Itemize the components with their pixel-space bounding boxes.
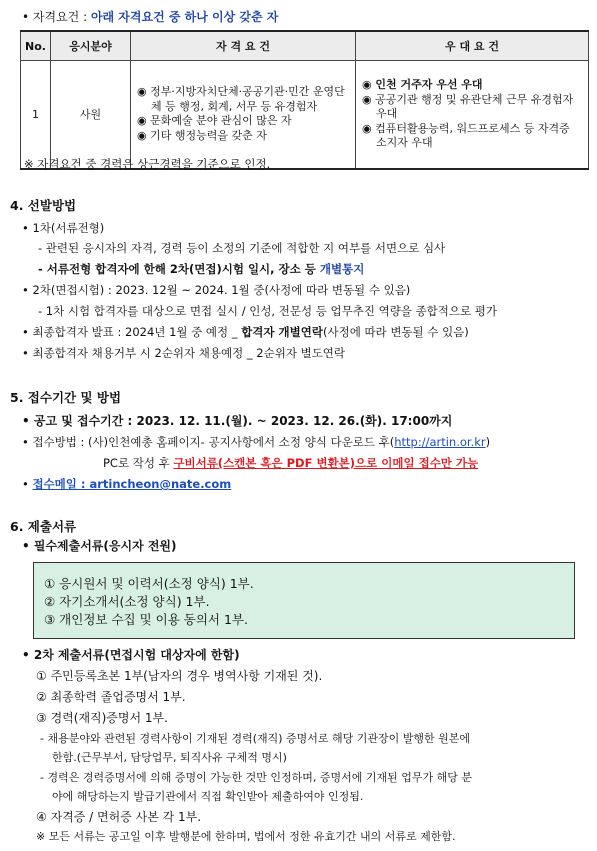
- required-doc-item: ① 응시원서 및 이력서(소정 양식) 1부.: [44, 576, 254, 591]
- s4-line-5: - 1차 시험 합격자를 대상으로 면접 실시 / 인성, 전문성 등 업무추진 역량을 종합적으로 평가: [38, 304, 497, 318]
- col-header-no: No.: [21, 31, 51, 61]
- doc-item-1: ① 주민등록초본 1부(남자의 경우 병역사항 기재된 것).: [36, 669, 323, 683]
- row-field: 사원: [51, 61, 131, 169]
- doc-item-3: ③ 경력(재직)증명서 1부.: [36, 711, 168, 725]
- requirement-item: ◉ 문화예술 분야 관심이 많은 자: [137, 114, 292, 128]
- s5-method-close: ): [485, 435, 491, 449]
- preferred-list: [356, 61, 589, 169]
- qualification-highlight: 하나 이상 갖춘 자: [184, 10, 279, 24]
- row-no: 1: [21, 61, 51, 169]
- s4-line-3-text: - 서류전형 합격자에 한해 2차(면접)시험 일시, 장소 등: [38, 262, 320, 276]
- section-4-title: 4. 선발방법: [10, 198, 77, 213]
- requirement-item: ◉ 정부·지방자치단체·공공기관·민간 운영단체 등 행정, 회계, 서무 등 유경험자: [137, 85, 345, 113]
- docs-validity-note: ※ 모든 서류는 공고일 이후 발행분에 한하며, 법에서 정한 유효기간 내의 서류로 제한함.: [36, 830, 456, 843]
- preferred-item: ◉ 공공기관 행정 및 유관단체 근무 유경험자 우대: [362, 92, 574, 120]
- doc-item-2: ② 최종학력 졸업증명서 1부.: [36, 690, 186, 704]
- homepage-link[interactable]: http://artin.or.kr: [394, 435, 486, 449]
- qualification-bold: 아래 자격요건 중: [90, 10, 185, 24]
- col-header-requirements: 자 격 요 건: [131, 31, 356, 61]
- section-5-title: 5. 접수기간 및 방법: [10, 390, 122, 405]
- doc-item-3-detail-a2: 한함.(근무부서, 담당업무, 퇴직사유 구체적 명시): [52, 751, 287, 764]
- s4-line-6-note: (사정에 따라 변동될 수 있음): [322, 325, 469, 339]
- s6-required-docs-heading: • 필수제출서류(응시자 전원): [22, 539, 177, 553]
- required-doc-item: ③ 개인정보 수집 및 이용 동의서 1부.: [44, 612, 248, 627]
- doc-item-4: ④ 자격증 / 면허증 사본 각 1부.: [36, 810, 202, 824]
- s5-method: [22, 434, 490, 450]
- requirement-item: ◉ 기타 행정능력을 갖춘 자: [137, 128, 267, 142]
- s5-email-line: [22, 476, 231, 492]
- preferred-item: ◉ 인천 거주자 우선 우대: [362, 78, 483, 91]
- s5-email-only-notice: 구비서류(스캔본 혹은 PDF 변환본)으로 이메일 접수만 가능: [173, 456, 479, 470]
- s5-method-2-text: PC로 작성 후: [103, 456, 174, 470]
- s4-line-2: - 관련된 응시자의 자격, 경력 등이 소정의 기준에 적합한 지 여부를 서면으로 심사: [38, 241, 446, 255]
- s4-line-6: [22, 324, 469, 340]
- required-docs-box: [33, 562, 575, 639]
- s5-method-2: [103, 455, 478, 471]
- career-note: ※ 자격요건 중 경력은 상근경력을 기준으로 인정.: [24, 157, 271, 171]
- qualification-heading: [22, 8, 278, 25]
- doc-item-3-detail-b2: 야에 해당하는지 발급기관에서 직접 확인받아 제출하여야 인정됨.: [52, 790, 364, 803]
- requirements-list: [131, 61, 356, 169]
- bullet: •: [22, 477, 33, 491]
- doc-item-3-detail-b1: - 경력은 경력증명서에 의해 증명이 가능한 것만 인정하며, 증명서에 기재된 업무가 해당 분: [40, 771, 472, 784]
- s4-line-6-text: • 최종합격자 발표 : 2024년 1월 중 예정 _: [22, 325, 242, 339]
- requirements-table: [20, 30, 589, 170]
- preferred-item: ◉ 컴퓨터활용능력, 워드프로세스 등 자격증 소지자 우대: [362, 121, 570, 149]
- s5-method-text: • 접수방법 : (사)인천예총 홈페이지- 공지사항에서 소정 양식 다운로드 후(: [22, 435, 395, 449]
- s4-individual-notice: 개별통지: [319, 262, 365, 276]
- s4-line-6-bold: 합격자 개별연락: [241, 325, 323, 339]
- s5-period: • 공고 및 접수기간 : 2023. 12. 11.(월). ~ 2023. 12. 26.(화). 17:00까지: [22, 414, 453, 428]
- s4-line-1: • 1차(서류전형): [22, 221, 105, 235]
- s6-second-docs-heading: • 2차 제출서류(면접시험 대상자에 한함): [22, 648, 240, 662]
- email-link[interactable]: 접수메일 : artincheon@nate.com: [32, 477, 232, 491]
- section-6-title: 6. 제출서류: [10, 519, 77, 534]
- doc-item-3-detail-a1: - 채용분야와 관련된 경력사항이 기재된 경력(재직) 증명서로 해당 기관장이 발행한 원본에: [40, 732, 471, 745]
- required-doc-item: ② 자기소개서(소정 양식) 1부.: [44, 594, 210, 609]
- col-header-field: 응시분야: [51, 31, 131, 61]
- s4-line-4: • 2차(면접시험) : 2023. 12월 ~ 2024. 1월 중(사정에 따라 변동될 수 있음): [22, 283, 411, 297]
- qualification-prefix: • 자격요건 :: [22, 10, 91, 24]
- s4-line-7: • 최종합격자 채용거부 시 2순위자 채용예정 _ 2순위자 별도연락: [22, 346, 346, 360]
- s4-line-3: [38, 261, 364, 277]
- col-header-preferred: 우 대 요 건: [356, 31, 589, 61]
